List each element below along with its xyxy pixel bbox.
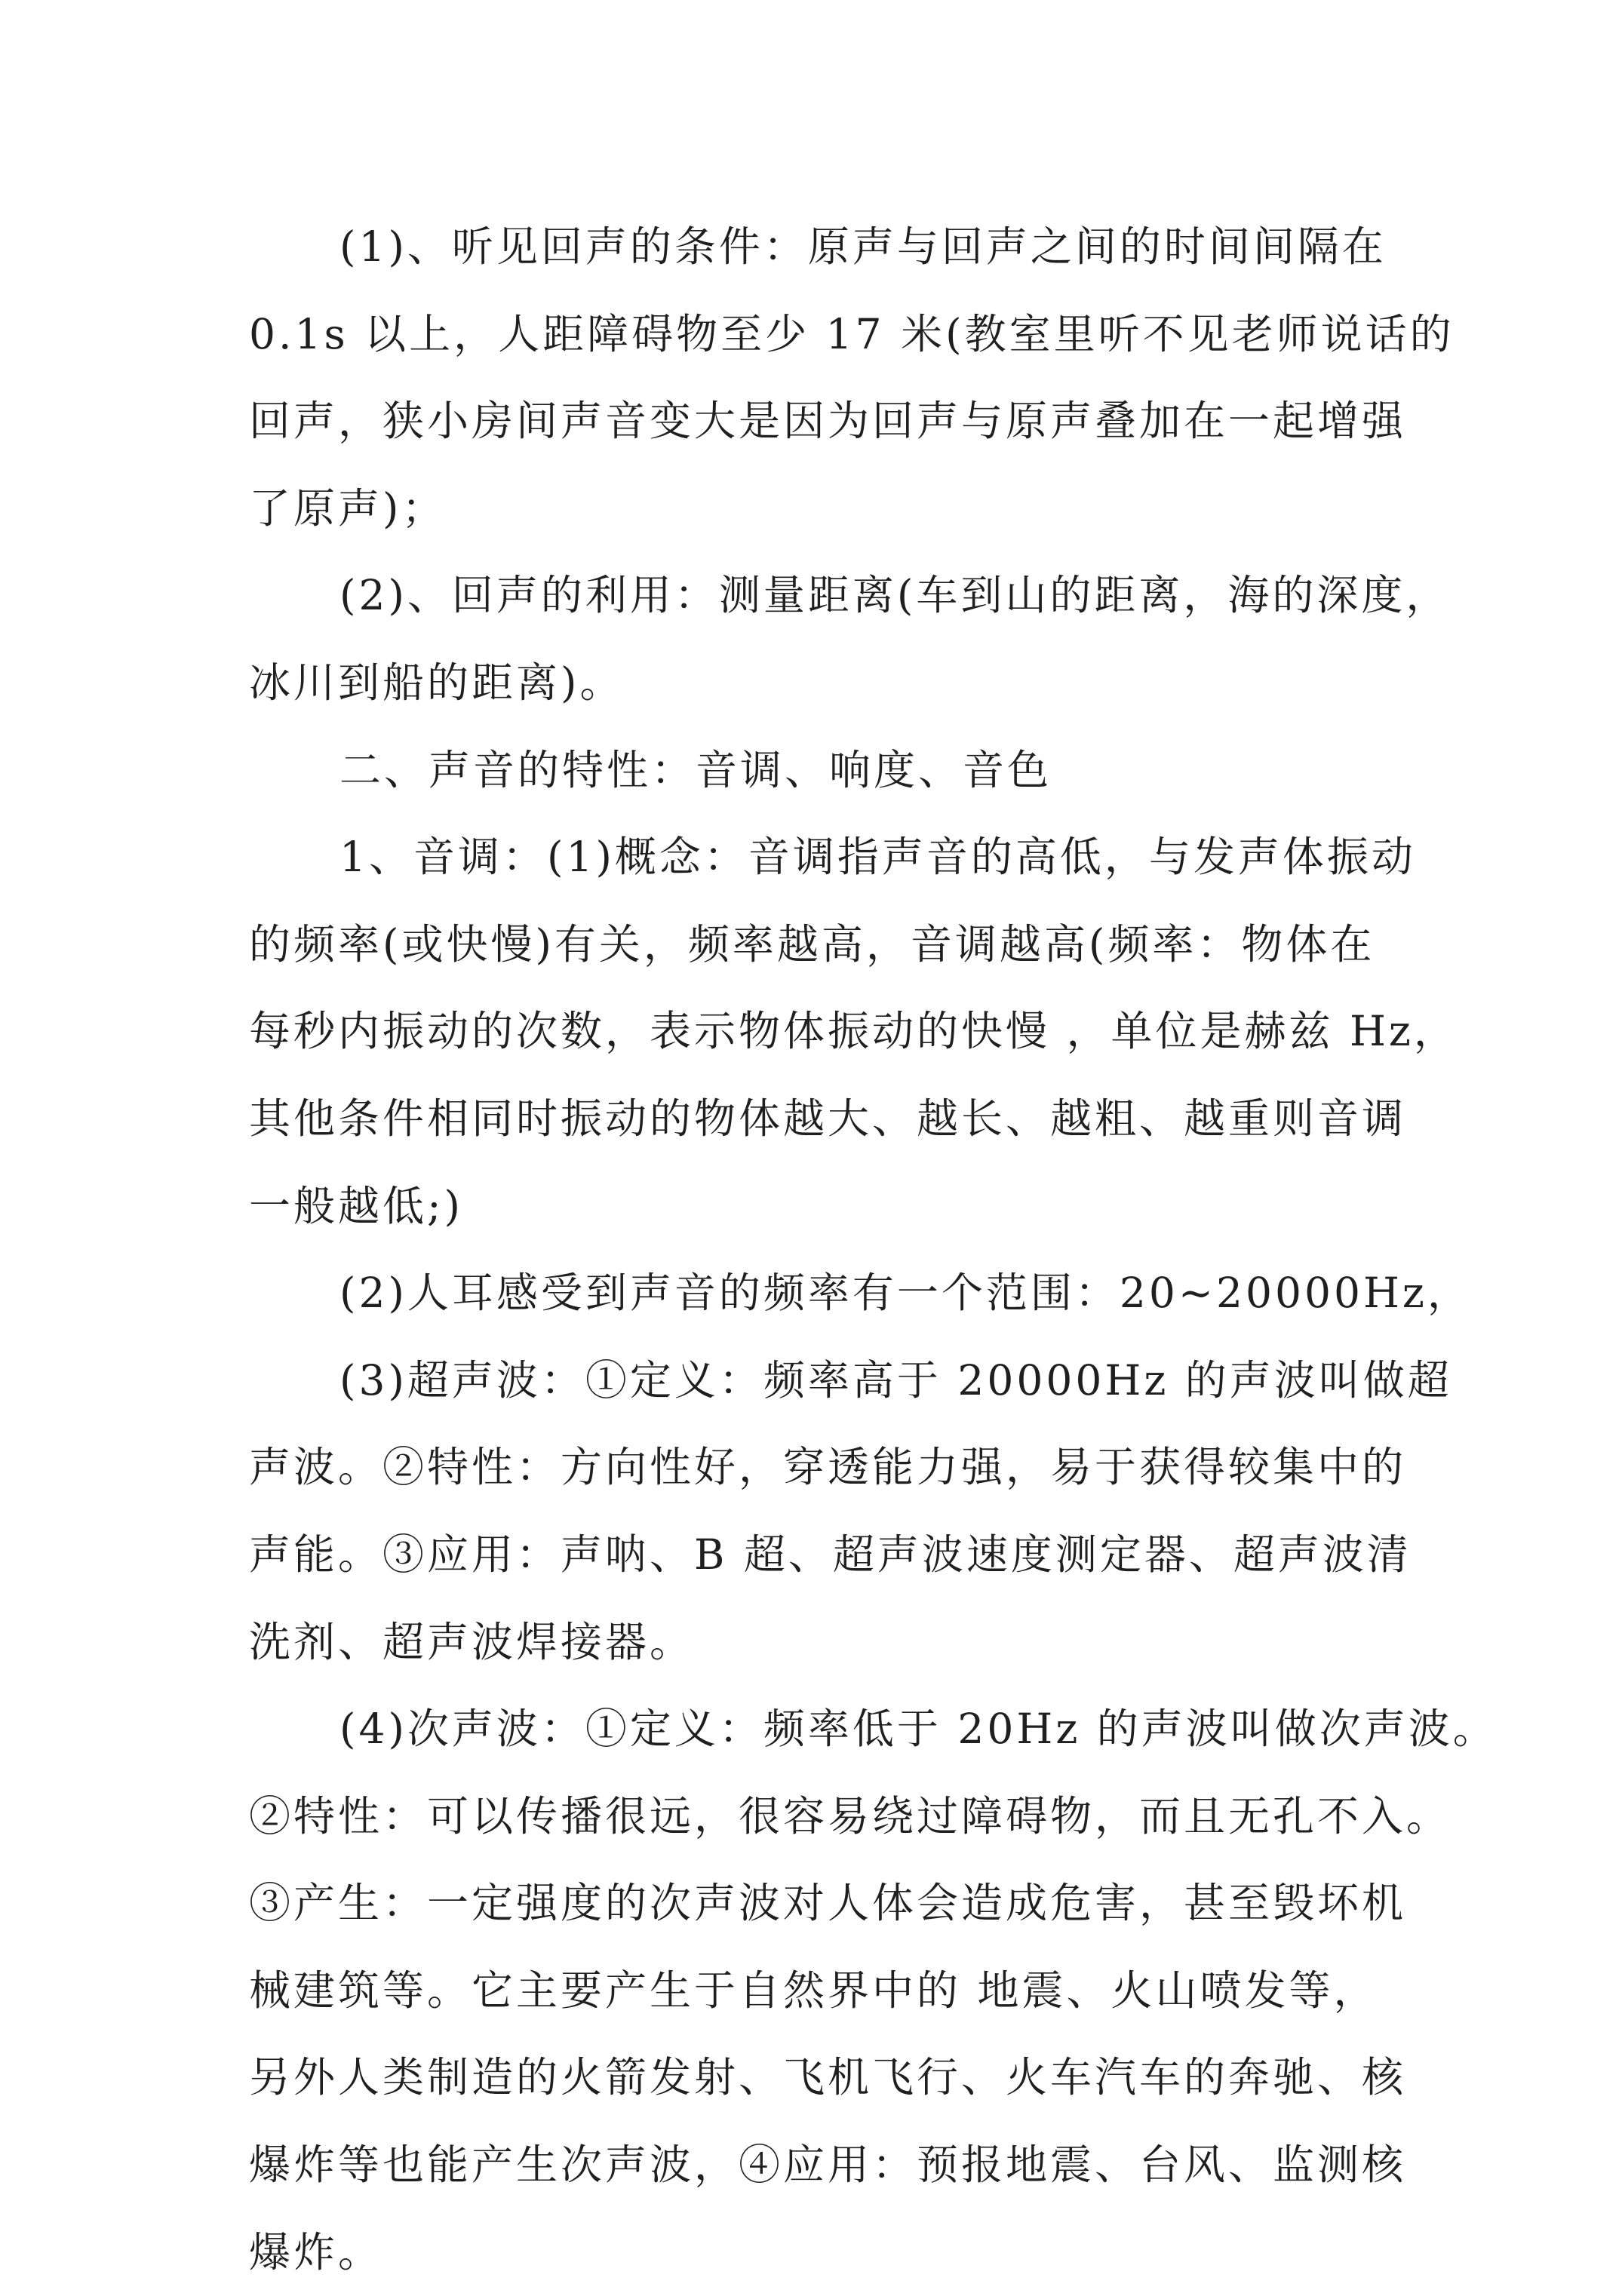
document-body [249,204,1498,2296]
paragraph-echo-conditions [249,204,1455,552]
text-line: 洗剂、超声波焊接器。 [249,1617,695,1666]
text-line: 声波。②特性：方向性好，穿透能力强，易于获得较集中的 [249,1443,1407,1492]
section-heading-sound-characteristics [249,727,1381,815]
text-line: 的频率(或快慢)有关，频率越高，音调越高(频率：物体在 [249,919,1375,968]
text-line: 爆炸。 [249,2227,383,2276]
paragraph-infrasound [249,1686,1498,2296]
text-line: ②特性：可以传播很远，很容易绕过障碍物，而且无孔不入。 [249,1791,1452,1840]
text-line: (2)人耳感受到声音的频率有一个范围：20~20000Hz， [339,1269,1472,1318]
text-line: (2)、回声的利用：测量距离(车到山的距离，海的深度， [339,571,1451,620]
text-line: 1、音调：(1)概念：音调指声音的高低，与发声体振动 [339,833,1416,882]
text-line: ③产生：一定强度的次声波对人体会造成危害，甚至毁坏机 [249,1879,1407,1928]
paragraph-pitch [249,814,1458,1250]
text-line: (4)次声波：①定义：频率低于 20Hz 的声波叫做次声波。 [339,1705,1498,1754]
text-line: (3)超声波：①定义：频率高于 20000Hz 的声波叫做超 [339,1355,1452,1404]
text-line: 声能。③应用：声呐、B 超、超声波速度测定器、超声波清 [249,1530,1412,1579]
text-line: (1)、听见回声的条件：原声与回声之间的时间间隔在 [339,223,1387,271]
text-line: 另外人类制造的火箭发射、飞机飞行、火车汽车的奔驰、核 [249,2053,1407,2102]
text-line: 械建筑等。它主要产生于自然界中的 地震、火山喷发等， [249,1966,1378,2015]
paragraph-echo-uses [249,552,1451,726]
text-line: 一般越低;) [249,1181,463,1230]
text-line: 回声，狭小房间声音变大是因为回声与原声叠加在一起增强 [249,397,1407,446]
text-line: 其他条件相同时振动的物体越大、越长、越粗、越重则音调 [249,1094,1407,1143]
text-line: 爆炸等也能产生次声波，④应用：预报地震、台风、监测核 [249,2141,1407,2190]
text-line: 了原声)； [249,483,447,533]
text-line: 0.1s 以上，人距障碍物至少 17 米(教室里听不见老师说话的 [249,309,1455,358]
text-line: 冰川到船的距离)。 [249,658,625,707]
paragraph-ultrasound [249,1337,1452,1686]
paragraph-hearing-range [249,1250,1472,1337]
text-line: 每秒内振动的次数，表示物体振动的快慢 ，单位是赫兹 Hz， [249,1007,1458,1056]
text-line: 二、声音的特性：音调、响度、音色 [339,745,1052,794]
